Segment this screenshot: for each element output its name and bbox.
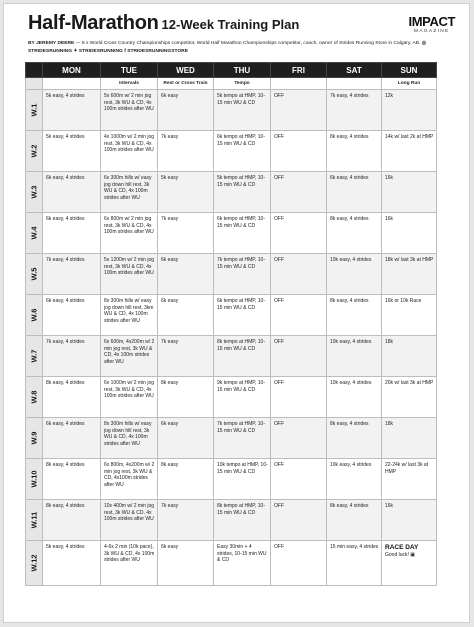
workout-cell-thu: Easy 30min + 4 strides, 10-15 min WU & CD — [214, 541, 271, 586]
workout-type-mon — [43, 78, 101, 90]
workout-cell-fri: OFF — [271, 500, 327, 541]
race-day-label: RACE DAY — [385, 544, 419, 551]
workout-cell-sat: 8k easy, 4 strides — [327, 131, 382, 172]
day-header-wed: WED — [158, 63, 214, 78]
workout-cell-mon: 5k easy, 4 strides — [43, 131, 101, 172]
workout-cell-wed: 6k easy — [158, 295, 214, 336]
week-row — [26, 254, 437, 295]
workout-cell-mon: 8k easy, 4 strides — [43, 459, 101, 500]
workout-cell-sat: 6k easy, 4 strides — [327, 172, 382, 213]
week-row — [26, 131, 437, 172]
training-table — [25, 62, 437, 586]
workout-type-sat — [327, 78, 382, 90]
week-row — [26, 377, 437, 418]
week-label — [26, 336, 43, 377]
workout-cell-tue: 4-6x 2 min (10k pace), 3k WU & CD, 4x 100m strides after WU — [101, 541, 158, 586]
workout-cell-thu: 9k tempo at HMP, 10-15 min WU & CD — [214, 377, 271, 418]
week-label-text: W.12 — [29, 554, 39, 572]
workout-cell-tue: 6x 600m, 4x200m w/ 2 min jog rest, 3k WU & CD, 4x 100m strides after WU — [101, 336, 158, 377]
week-label-text: W.8 — [29, 390, 39, 404]
week-label — [26, 377, 43, 418]
byline — [28, 40, 428, 56]
workout-cell-thu: 8k tempo at HMP, 10-15 min WU & CD — [214, 500, 271, 541]
week-label-text: W.5 — [29, 267, 39, 281]
page-title — [28, 12, 299, 35]
day-header-fri: FRI — [271, 63, 327, 78]
workout-cell-thu: 5k tempo at HMP, 10-15 min WU & CD — [214, 172, 271, 213]
week-label-text: W.3 — [29, 185, 39, 199]
workout-cell-wed: 8k easy — [158, 459, 214, 500]
workout-cell-fri: OFF — [271, 336, 327, 377]
week-label — [26, 541, 43, 586]
workout-type-thu: Tempo — [214, 78, 271, 90]
week-label-text: W.11 — [29, 511, 39, 529]
workout-cell-mon: 8k easy, 4 strides — [43, 377, 101, 418]
workout-cell-tue: 6x 800m, 4x200m w/ 2 min jog rest, 3k WU & CD, 4x100m strides after WU — [101, 459, 158, 500]
day-header-tue: TUE — [101, 63, 158, 78]
workout-cell-sun: 16k — [382, 500, 437, 541]
day-header-sun: SUN — [382, 63, 437, 78]
workout-cell-sat: 7k easy, 4 strides — [327, 90, 382, 131]
week-label-text: W.9 — [29, 431, 39, 445]
week-label-text: W.4 — [29, 226, 39, 240]
workout-cell-sat: 10k easy, 4 strides — [327, 336, 382, 377]
workout-cell-mon: 8k easy, 4 strides — [43, 500, 101, 541]
workout-cell-mon: 7k easy, 4 strides — [43, 336, 101, 377]
social-handles: ◎ STRIDESRUNNING ✦ STRIDESRUNNING f STRIDESRUNNINGSTORE — [28, 41, 426, 54]
week-label — [26, 500, 43, 541]
workout-cell-tue: 6x 800m w/ 2 min jog rest, 3k WU & CD, 4x 100m strides after WU — [101, 213, 158, 254]
week-row — [26, 213, 437, 254]
workout-cell-thu: 8k tempo at HMP, 10-15 min WU & CD — [214, 336, 271, 377]
workout-cell-thu: 10k tempo at HMP, 10-15 min WU & CD — [214, 459, 271, 500]
logo-subtext: MAGAZINE — [414, 29, 450, 34]
workout-cell-thu: 6k tempo at HMP, 10-15 min WU & CD — [214, 131, 271, 172]
workout-cell-sat: 8k easy, 4 strides — [327, 418, 382, 459]
byline-text: — 8 x World Cross Country Championships competitor, World Half Marathon Championships competitor, coach, owner of Strides Running Store in Calgary, AB. — [74, 41, 421, 46]
workout-type-corner — [26, 78, 43, 90]
workout-cell-thu: 7k tempo at HMP, 10-15 min WU & CD — [214, 254, 271, 295]
workout-cell-mon: 6k easy, 4 strides — [43, 213, 101, 254]
week-label-text: W.7 — [29, 349, 39, 363]
workout-cell-sat: 15 min easy, 4 strides — [327, 541, 382, 586]
week-label — [26, 418, 43, 459]
workout-cell-mon: 6k easy, 4 strides — [43, 418, 101, 459]
byline-author: BY JEREMY DEERE — [28, 41, 75, 46]
week-label — [26, 295, 43, 336]
week-label — [26, 172, 43, 213]
workout-cell-mon: 6k easy, 4 strides — [43, 295, 101, 336]
week-row — [26, 459, 437, 500]
week-label-text: W.1 — [29, 103, 39, 117]
workout-cell-wed: 8k easy — [158, 377, 214, 418]
workout-cell-sun: 16k — [382, 172, 437, 213]
workout-cell-sun: 16k — [382, 213, 437, 254]
workout-cell-tue: 8x 300m hills w/ easy jog down hill rest, 3k WU & CD, 4x 100m strides after WU — [101, 418, 158, 459]
workout-cell-fri: OFF — [271, 541, 327, 586]
workout-cell-sun: 22-24k w/ last 3k at HMP — [382, 459, 437, 500]
workout-cell-tue: 5x 1200m w/ 2 min jog rest, 3k WU & CD, 4x 100m strides after WU — [101, 254, 158, 295]
workout-cell-thu: 6k tempo at HMP, 10-15 min WU & CD — [214, 295, 271, 336]
workout-type-wed: Rest or Cross Train — [158, 78, 214, 90]
workout-cell-sun: 18k — [382, 336, 437, 377]
logo-text: IMPACT — [408, 14, 455, 29]
workout-cell-wed: 6k easy — [158, 254, 214, 295]
workout-cell-sat: 10k easy, 4 strides — [327, 254, 382, 295]
week-label — [26, 459, 43, 500]
workout-cell-fri: OFF — [271, 131, 327, 172]
workout-cell-thu: 7k tempo at HMP, 10-15 min WU & CD — [214, 418, 271, 459]
workout-cell-sun: 20k w/ last 3k at HMP — [382, 377, 437, 418]
week-row — [26, 336, 437, 377]
workout-cell-thu: 6k tempo at HMP, 10-15 min WU & CD — [214, 213, 271, 254]
workout-cell-wed: 7k easy — [158, 213, 214, 254]
workout-cell-fri: OFF — [271, 213, 327, 254]
workout-cell-fri: OFF — [271, 459, 327, 500]
workout-cell-thu: 5k tempo at HMP, 10-15 min WU & CD — [214, 90, 271, 131]
week-row — [26, 541, 437, 586]
header-corner — [26, 63, 43, 78]
workout-type-sun: Long Run — [382, 78, 437, 90]
workout-cell-wed: 5k easy — [158, 172, 214, 213]
workout-cell-tue: 5x 600m w/ 2 min jog rest, 3k WU & CD, 4x 100m strides after WU — [101, 90, 158, 131]
workout-cell-wed: 7k easy — [158, 336, 214, 377]
workout-cell-tue: 6x 1000m w/ 2 min jog rest, 3k WU & CD, 4x 100m strides after WU — [101, 377, 158, 418]
week-row — [26, 90, 437, 131]
day-header-mon: MON — [43, 63, 101, 78]
workout-cell-tue: 10x 400m w/ 2 min jog rest, 3k WU & CD, 4x 100m strides after WU — [101, 500, 158, 541]
week-label-text: W.6 — [29, 308, 39, 322]
race-day-note: Good luck! ▣ — [385, 552, 416, 558]
week-row — [26, 295, 437, 336]
workout-cell-sat: 10k easy, 4 strides — [327, 377, 382, 418]
workout-cell-sun — [382, 541, 437, 586]
workout-cell-fri: OFF — [271, 254, 327, 295]
workout-cell-sat: 10k easy, 4 strides — [327, 459, 382, 500]
workout-cell-fri: OFF — [271, 90, 327, 131]
workout-type-fri — [271, 78, 327, 90]
workout-cell-wed: 6k easy — [158, 418, 214, 459]
workout-cell-sat: 8k easy, 4 strides — [327, 500, 382, 541]
workout-cell-sun: 18k — [382, 418, 437, 459]
workout-cell-tue: 4x 1000m w/ 2 min jog rest, 3k WU & CD, 4x 100m strides after WU — [101, 131, 158, 172]
week-label — [26, 90, 43, 131]
week-label — [26, 213, 43, 254]
workout-cell-wed: 7k easy — [158, 131, 214, 172]
workout-type-tue: Intervals — [101, 78, 158, 90]
workout-cell-wed: 6k easy — [158, 90, 214, 131]
workout-cell-tue: 8x 300m hills w/ easy jog down hill rest, 3km WU & CD, 4x 100m strides after WU — [101, 295, 158, 336]
workout-cell-fri: OFF — [271, 418, 327, 459]
title-main: Half-Marathon — [28, 12, 159, 34]
week-label — [26, 254, 43, 295]
day-header-sat: SAT — [327, 63, 382, 78]
workout-cell-mon: 5k easy, 4 strides — [43, 541, 101, 586]
title-subtitle: 12-Week Training Plan — [161, 17, 300, 32]
workout-cell-sun: 14k w/ last 2k at HMP — [382, 131, 437, 172]
week-row — [26, 500, 437, 541]
workout-cell-fri: OFF — [271, 172, 327, 213]
workout-cell-wed: 7k easy — [158, 500, 214, 541]
workout-cell-mon: 7k easy, 4 strides — [43, 254, 101, 295]
workout-cell-sat: 8k easy, 4 strides — [327, 295, 382, 336]
week-label-text: W.10 — [29, 470, 39, 488]
week-row — [26, 418, 437, 459]
day-header-thu: THU — [214, 63, 271, 78]
impact-magazine-logo — [409, 15, 455, 35]
workout-cell-fri: OFF — [271, 377, 327, 418]
week-label-text: W.2 — [29, 144, 39, 158]
workout-cell-mon: 5k easy, 4 strides — [43, 90, 101, 131]
workout-cell-sun: 16k or 10k Race — [382, 295, 437, 336]
workout-cell-fri: OFF — [271, 295, 327, 336]
workout-cell-wed: 6k easy — [158, 541, 214, 586]
workout-cell-sat: 8k easy, 4 strides — [327, 213, 382, 254]
workout-cell-sun: 18k w/ last 3k at HMP — [382, 254, 437, 295]
workout-cell-tue: 6x 300m hills w/ easy jog down hill rest, 3k WU & CD, 4x 100m strides after WU — [101, 172, 158, 213]
week-label — [26, 131, 43, 172]
workout-type-row — [26, 78, 437, 90]
week-row — [26, 172, 437, 213]
workout-cell-mon: 6k easy, 4 strides — [43, 172, 101, 213]
workout-cell-sun: 12k — [382, 90, 437, 131]
